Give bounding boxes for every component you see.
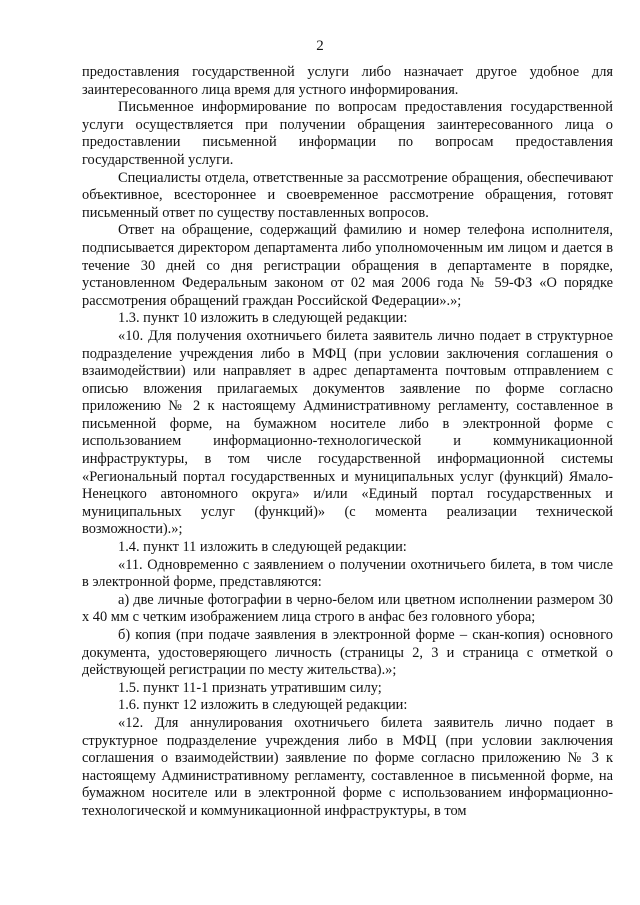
paragraph-clause-11-b: б) копия (при подаче заявления в электронной форме – скан-копия) основного документа, удостоверяющего личность (страницы 2, 3 и страница с отметкой о действующей регистрации по месту жительства).»;: [82, 627, 613, 679]
page-number: 2: [316, 38, 324, 54]
paragraph-clause-10: «10. Для получения охотничьего билета заявитель лично подает в структурное подразделение учреждения либо в МФЦ (при условии заключения соглашения о взаимодействии) или направляет в адрес департамента почтовым отправлением с описью вложения прилагаемых документов заявление по форме согласно приложению № 2 к настоящему Административному регламенту, составленное в письменной форме, на бумажном носителе либо в электронной форме с использованием информационно-технологической и коммуникационной инфраструктуры, в том числе государственной информационной системы «Региональный портал государственных и муниципальных услуг (функций) Ямало-Ненецкого автономного округа» и/или «Единый портал государственных и муниципальных услуг (функций)» (с момента реализации технической возможности).»;: [82, 327, 613, 538]
paragraph-clause-11-a: а) две личные фотографии в черно-белом или цветном исполнении размером 30 х 40 мм с четким изображением лица строго в анфас без головного убора;: [82, 591, 613, 626]
paragraph-written-information: Письменное информирование по вопросам предоставления государственной услуги осуществляется при получении обращения заинтересованного лица о предоставлении письменной информации по вопросам предоставления государственной услуги.: [82, 99, 613, 168]
paragraph-item-1-4: 1.4. пункт 11 изложить в следующей редакции:: [118, 539, 407, 556]
paragraph-clause-11: «11. Одновременно с заявлением о получении охотничьего билета, в том числе в электронной форме, представляются:: [82, 556, 613, 591]
paragraph-item-1-6: 1.6. пункт 12 изложить в следующей редакции:: [118, 697, 408, 714]
paragraph-item-1-5: 1.5. пункт 11-1 признать утратившим силу;: [118, 679, 382, 696]
document-body: [82, 64, 613, 821]
paragraph-specialists: Специалисты отдела, ответственные за рассмотрение обращения, обеспечивают объективное, всестороннее и своевременное рассмотрение обращения, готовят письменный ответ по существу поставленных вопросов.: [82, 169, 613, 221]
paragraph-clause-12: «12. Для аннулирования охотничьего билета заявитель лично подает в структурное подразделение учреждения либо в МФЦ (при условии заключения соглашения о взаимодействии) заявление по форме согласно приложению № 3 к настоящему Административному регламенту, составленное в письменной форме, на бумажном носителе или в электронной форме с использованием информационно-технологической и коммуникационной инфраструктуры, в том: [82, 714, 613, 819]
paragraph-response: Ответ на обращение, содержащий фамилию и номер телефона исполнителя, подписывается директором департамента либо уполномоченным им лицом и дается в течение 30 дней со дня регистрации обращения в департаменте в порядке, установленном Федеральным законом от 02 мая 2006 года № 59-ФЗ «О порядке рассмотрения обращений граждан Российской Федерации».»;: [82, 222, 613, 309]
paragraph-continuation: предоставления государственной услуги либо назначает другое удобное для заинтересованного лица время для устного информирования.: [82, 64, 613, 98]
paragraph-item-1-3: 1.3. пункт 10 изложить в следующей редакции:: [118, 310, 408, 327]
